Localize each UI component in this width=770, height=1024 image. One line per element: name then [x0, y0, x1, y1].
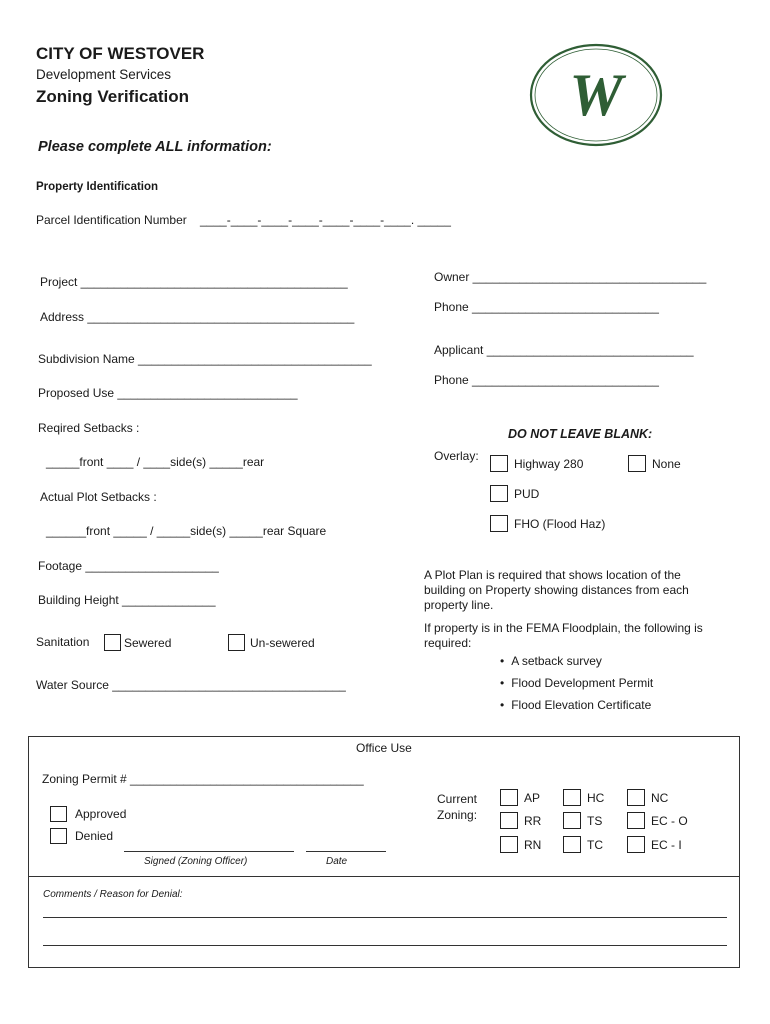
parcel-label: Parcel Identification Number [36, 213, 187, 227]
applicant-field[interactable]: Applicant _______________________________ [434, 343, 694, 357]
office-use-title: Office Use [356, 741, 412, 755]
required-setbacks-field[interactable]: _____front ____ / ____side(s) _____rear [46, 455, 265, 469]
sewered-option[interactable] [104, 634, 171, 651]
form-title: Zoning Verification [36, 87, 190, 106]
rn-label: RN [524, 837, 542, 852]
subdivision-field[interactable]: Subdivision Name ___________________________________ [38, 352, 372, 366]
ec-i-label: EC - I [651, 837, 682, 852]
zoning-option-rr[interactable] [500, 812, 541, 829]
office-use-divider [28, 876, 740, 877]
water-source-field[interactable]: Water Source ___________________________________ [36, 678, 346, 692]
ap-checkbox[interactable] [500, 789, 518, 806]
zoning-permit-field[interactable]: Zoning Permit # ___________________________________ [42, 772, 364, 786]
instruction-text: Please complete ALL information: [38, 139, 272, 155]
unsewered-checkbox[interactable] [228, 634, 245, 651]
zoning-option-tc[interactable] [563, 836, 603, 853]
sewered-checkbox[interactable] [104, 634, 121, 651]
tc-checkbox[interactable] [563, 836, 581, 853]
unsewered-option[interactable] [228, 634, 315, 651]
zoning-option-ec-i[interactable] [627, 836, 682, 853]
approved-label: Approved [75, 807, 127, 821]
applicant-phone-field[interactable]: Phone ____________________________ [434, 373, 659, 387]
denied-option[interactable] [50, 828, 113, 844]
fho-checkbox[interactable] [490, 515, 508, 532]
department-name: Development Services [36, 67, 172, 82]
signature-line[interactable] [124, 851, 294, 852]
highway-280-checkbox[interactable] [490, 455, 508, 472]
unsewered-label: Un-sewered [250, 635, 315, 650]
zoning-option-rn[interactable] [500, 836, 541, 853]
property-section-title: Property Identification [36, 181, 159, 193]
logo-letter: W [569, 62, 623, 128]
overlay-label: Overlay: [434, 449, 479, 463]
project-field[interactable]: Project ________________________________________ [40, 275, 348, 289]
signed-label: Signed (Zoning Officer) [144, 856, 248, 867]
comments-line-1[interactable] [43, 917, 727, 918]
proposed-use-field[interactable]: Proposed Use ___________________________ [38, 386, 298, 400]
do-not-leave-blank-heading: DO NOT LEAVE BLANK: [508, 427, 653, 441]
current-zoning-label-1: Current [437, 792, 478, 806]
zoning-option-nc[interactable] [627, 789, 668, 806]
rr-checkbox[interactable] [500, 812, 518, 829]
owner-field[interactable]: Owner ___________________________________ [434, 270, 707, 284]
owner-phone-field[interactable]: Phone ____________________________ [434, 300, 659, 314]
ts-checkbox[interactable] [563, 812, 581, 829]
city-name: CITY OF WESTOVER [36, 44, 205, 63]
nc-checkbox[interactable] [627, 789, 645, 806]
rn-checkbox[interactable] [500, 836, 518, 853]
ec-o-checkbox[interactable] [627, 812, 645, 829]
required-setbacks-label: Reqired Setbacks : [38, 421, 140, 435]
overlay-option-pud[interactable] [490, 485, 539, 502]
hc-checkbox[interactable] [563, 789, 581, 806]
requirement-flood-development-permit: • Flood Development Permit [500, 676, 653, 690]
zoning-option-ec-o[interactable] [627, 812, 688, 829]
zoning-option-ts[interactable] [563, 812, 602, 829]
overlay-option-highway-280[interactable] [490, 455, 583, 472]
sewered-label: Sewered [124, 635, 172, 650]
address-field[interactable]: Address ________________________________________ [40, 310, 355, 324]
denied-checkbox[interactable] [50, 828, 67, 844]
footage-field[interactable]: Footage ____________________ [38, 559, 219, 573]
fho-label: FHO (Flood Haz) [514, 516, 606, 531]
hc-label: HC [587, 790, 605, 805]
ts-label: TS [587, 813, 603, 828]
none-checkbox[interactable] [628, 455, 646, 472]
pud-checkbox[interactable] [490, 485, 508, 502]
approved-option[interactable] [50, 806, 126, 822]
ec-o-label: EC - O [651, 813, 688, 828]
sanitation-label: Sanitation [36, 635, 90, 649]
highway-280-label: Highway 280 [514, 456, 584, 471]
ec-i-checkbox[interactable] [627, 836, 645, 853]
tc-label: TC [587, 837, 603, 852]
floodplain-note: If property is in the FEMA Floodplain, the following is required: [424, 621, 703, 650]
date-line[interactable] [306, 851, 386, 852]
city-logo [528, 43, 664, 147]
actual-setbacks-label: Actual Plot Setbacks : [40, 490, 157, 504]
date-label: Date [326, 856, 348, 867]
overlay-option-fho[interactable] [490, 515, 605, 532]
approved-checkbox[interactable] [50, 806, 67, 822]
current-zoning-label-2: Zoning: [437, 808, 478, 822]
actual-setbacks-field[interactable]: ______front _____ / _____side(s) _____rear Square [46, 524, 327, 538]
denied-label: Denied [75, 829, 114, 843]
pud-label: PUD [514, 486, 540, 501]
ap-label: AP [524, 790, 541, 805]
zoning-option-hc[interactable] [563, 789, 604, 806]
comments-label: Comments / Reason for Denial: [43, 889, 183, 900]
nc-label: NC [651, 790, 669, 805]
overlay-option-none[interactable] [628, 455, 681, 472]
requirement-flood-elevation-certificate: • Flood Elevation Certificate [500, 698, 651, 712]
none-label: None [652, 456, 681, 471]
parcel-number-field[interactable]: ____-____-____-____-____-____-____. _____ [200, 213, 451, 227]
building-height-field[interactable]: Building Height ______________ [38, 593, 216, 607]
requirement-setback-survey: • A setback survey [500, 654, 602, 668]
zoning-option-ap[interactable] [500, 789, 540, 806]
comments-line-2[interactable] [43, 945, 727, 946]
plot-plan-note: A Plot Plan is required that shows location of the building on Property showing distances from each property line. [424, 568, 689, 612]
rr-label: RR [524, 813, 542, 828]
